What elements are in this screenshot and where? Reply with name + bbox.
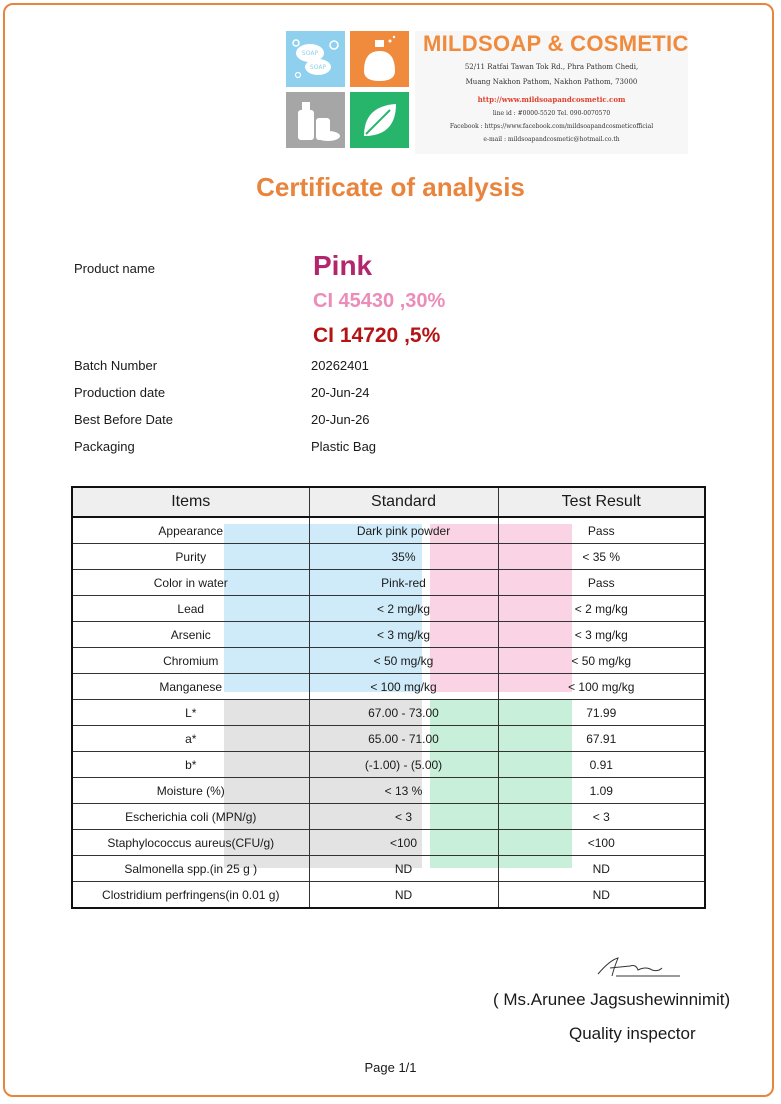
production-date-value: 20-Jun-24 [311, 385, 370, 400]
standard-cell: < 3 mg/kg [309, 622, 498, 648]
result-cell: 71.99 [498, 700, 705, 726]
standard-cell: < 100 mg/kg [309, 674, 498, 700]
table-row [72, 544, 705, 570]
product-ci-1: CI 45430 ,30% [313, 290, 446, 312]
item-cell: b* [72, 752, 309, 778]
item-cell: Moisture (%) [72, 778, 309, 804]
company-logo [286, 31, 410, 149]
result-cell: < 2 mg/kg [498, 596, 705, 622]
result-cell: ND [498, 882, 705, 909]
standard-cell: ND [309, 882, 498, 909]
best-before-label: Best Before Date [74, 412, 173, 427]
table-row [72, 648, 705, 674]
best-before-value: 20-Jun-26 [311, 412, 370, 427]
facebook-link[interactable]: Facebook : https://www.facebook.com/mildsoapandcosmeticofficial [449, 123, 654, 130]
standard-cell: < 2 mg/kg [309, 596, 498, 622]
standard-cell: <100 [309, 830, 498, 856]
table-row [72, 726, 705, 752]
item-cell: Color in water [72, 570, 309, 596]
page-number: Page 1/1 [364, 1060, 417, 1075]
result-cell: < 3 [498, 804, 705, 830]
production-date-label: Production date [74, 385, 166, 400]
cosmetic-tile [286, 92, 345, 148]
item-cell: Appearance [72, 517, 309, 544]
result-cell: ND [498, 856, 705, 882]
table-row [72, 596, 705, 622]
packaging-value: Plastic Bag [311, 439, 377, 454]
table-row [72, 830, 705, 856]
standard-cell: 67.00 - 73.00 [309, 700, 498, 726]
item-cell: Purity [72, 544, 309, 570]
packaging-label: Packaging [74, 439, 135, 454]
table-row [72, 674, 705, 700]
result-cell: < 35 % [498, 544, 705, 570]
item-cell: Chromium [72, 648, 309, 674]
inspector-name: ( Ms.Arunee Jagsushewinnimit) [493, 990, 731, 1009]
item-cell: Salmonella spp.(in 25 g ) [72, 856, 309, 882]
item-cell: Staphylococcus aureus(CFU/g) [72, 830, 309, 856]
email-link[interactable]: e-mail : mildsoapandcosmetic@hotmail.co.th [483, 136, 620, 143]
result-cell: 0.91 [498, 752, 705, 778]
standard-cell: 65.00 - 71.00 [309, 726, 498, 752]
table-row [72, 517, 705, 544]
item-cell: Lead [72, 596, 309, 622]
item-cell: Clostridium perfringens(in 0.01 g) [72, 882, 309, 909]
batch-number-value: 20262401 [311, 358, 369, 373]
result-cell: Pass [498, 517, 705, 544]
standard-cell: ND [309, 856, 498, 882]
standard-cell: Dark pink powder [309, 517, 498, 544]
item-cell: Escherichia coli (MPN/g) [72, 804, 309, 830]
result-cell: 67.91 [498, 726, 705, 752]
svg-text:SOAP: SOAP [301, 50, 319, 57]
header-standard: Standard [309, 487, 498, 517]
product-ci-2: CI 14720 ,5% [313, 324, 441, 347]
result-cell: Pass [498, 570, 705, 596]
leaf-tile [350, 92, 409, 148]
standard-cell: Pink-red [309, 570, 498, 596]
signature-mark [596, 954, 682, 980]
result-cell: < 100 mg/kg [498, 674, 705, 700]
inspector-title: Quality inspector [569, 1024, 696, 1043]
item-cell: Arsenic [72, 622, 309, 648]
address-line-1: 52/11 Ratfai Tawan Tok Rd., Phra Pathom Chedi, [464, 63, 639, 71]
batch-number-label: Batch Number [74, 358, 158, 373]
item-cell: L* [72, 700, 309, 726]
header-test-result: Test Result [498, 487, 705, 517]
analysis-table [71, 486, 706, 909]
svg-text:SOAP: SOAP [309, 64, 327, 71]
website-link[interactable]: http://www.mildsoapandcosmetic.com [477, 95, 626, 104]
product-name-label: Product name [74, 261, 155, 276]
table-row [72, 804, 705, 830]
result-cell: < 3 mg/kg [498, 622, 705, 648]
table-row [72, 622, 705, 648]
table-row [72, 700, 705, 726]
standard-cell: 35% [309, 544, 498, 570]
table-row [72, 856, 705, 882]
standard-cell: < 13 % [309, 778, 498, 804]
document-title: Certificate of analysis [256, 172, 525, 202]
table-row [72, 752, 705, 778]
brand-name: MILDSOAP & COSMETIC [423, 31, 689, 56]
result-cell: < 50 mg/kg [498, 648, 705, 674]
item-cell: a* [72, 726, 309, 752]
product-name: Pink [313, 250, 373, 281]
result-cell: 1.09 [498, 778, 705, 804]
table-row [72, 778, 705, 804]
header-items: Items [72, 487, 309, 517]
standard-cell: < 50 mg/kg [309, 648, 498, 674]
standard-cell: < 3 [309, 804, 498, 830]
bottle-tile [350, 31, 409, 87]
address-line-2: Muang Nakhon Pathom, Nakhon Pathom, 73000 [465, 78, 638, 86]
item-cell: Manganese [72, 674, 309, 700]
table-row [72, 570, 705, 596]
table-row [72, 882, 705, 909]
result-cell: <100 [498, 830, 705, 856]
standard-cell: (-1.00) - (5.00) [309, 752, 498, 778]
line-id: line id : #0000-5520 Tel. 090-0070570 [492, 110, 611, 117]
table-header-row [72, 487, 705, 517]
soap-tile [286, 31, 345, 87]
